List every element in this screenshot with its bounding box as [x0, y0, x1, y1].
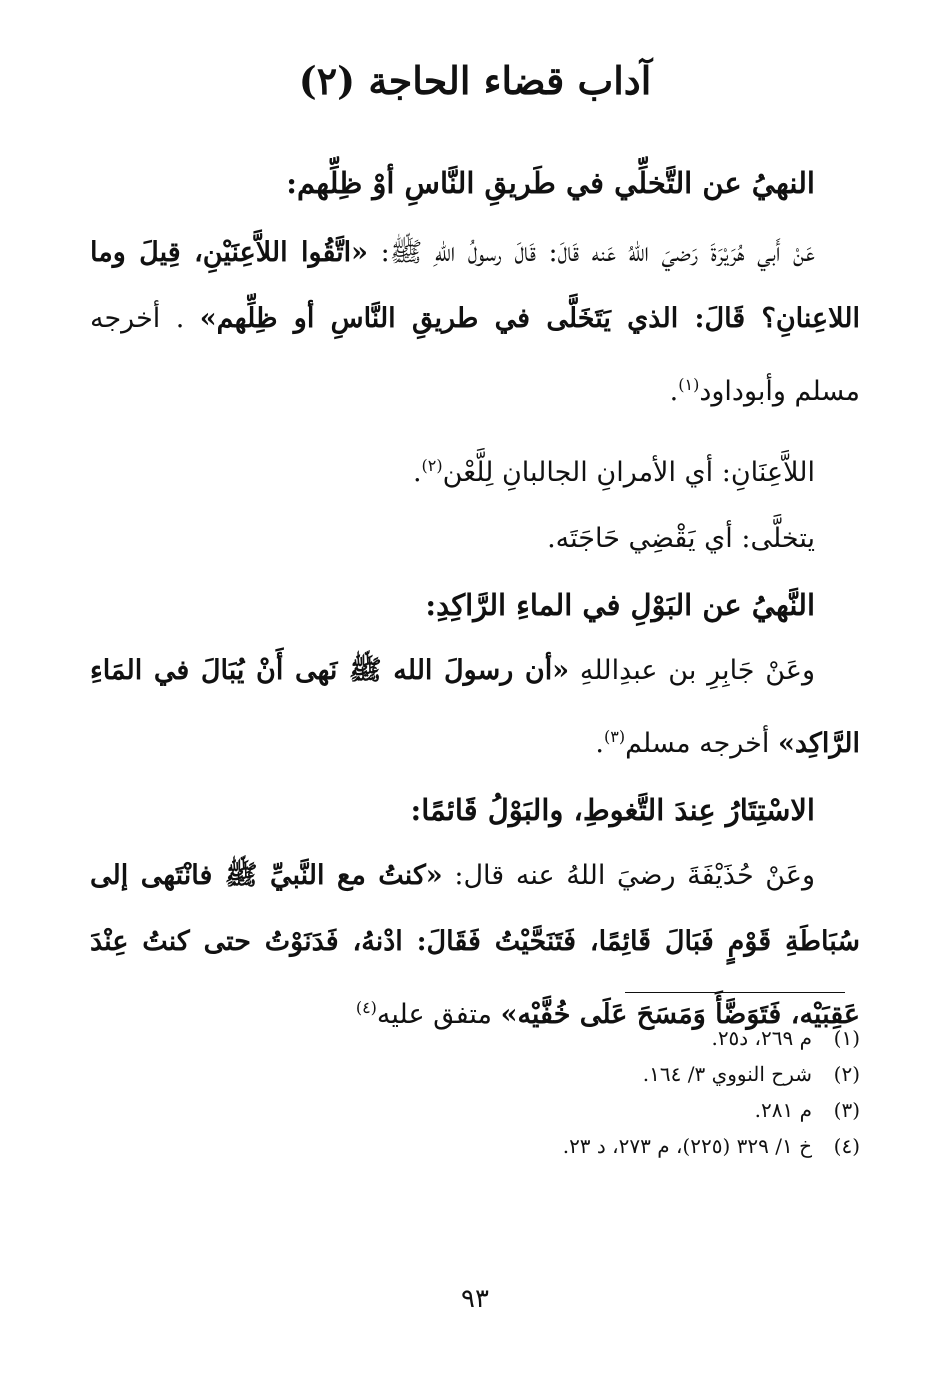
- hadith-paragraph-1: [90, 220, 860, 425]
- footnote-ref[interactable]: (٤): [355, 998, 377, 1017]
- hadith-quote: «اتَّقُوا اللاَّعِنَيْنِ، قِيلَ وما اللاعِنانِ؟ قَالَ: الذي يَتَخَلَّى في طريقِ النَّاسِ أو ظِلِّهم»: [90, 237, 860, 334]
- period: .: [669, 376, 679, 407]
- section-heading-1: النهيُ عن التَّخلِّي في طَريقِ النَّاسِ أوْ ظِلِّهم:: [286, 166, 815, 200]
- hadith-quote: «أن رسولَ الله ﷺ نَهى أَنْ يُبَالَ في المَاءِ الرَّاكِد»: [90, 655, 860, 759]
- footnote-text: م ٢٦٩، د٢٥.: [711, 1026, 812, 1050]
- hadith-source: متفق عليه: [376, 999, 492, 1030]
- period: .: [412, 457, 422, 488]
- footnote-item: [90, 1128, 860, 1164]
- footnote-item: [90, 1056, 860, 1092]
- hadith-paragraph-3: [90, 843, 860, 1048]
- hadith-intro: وعَنْ جَابِرِ بن عبدِاللهِ: [579, 655, 815, 686]
- footnotes: [90, 1020, 860, 1164]
- period: .: [595, 728, 604, 759]
- footnote-ref[interactable]: (٢): [421, 456, 443, 475]
- hadith-quote: «كنتُ مع النَّبيِّ ﷺ فانْتَهى إلى سُبَاطَةِ قَوْمٍ فَبَالَ قَائِمًا، فَتَنَحَّيْتُ فَقَالَ: ادْنهُ، فَدَنَوْتُ حتى كنتُ عِنْدَ عَقِبَيْه، فَتَوَضَّأَ وَمَسَحَ عَلَى خُفَّيْه»: [90, 860, 860, 1030]
- page-number: ٩٣: [461, 1284, 489, 1314]
- page-title: آداب قضاء الحاجة (٢): [298, 58, 652, 103]
- section-heading-3: الاسْتِتَارُ عِندَ التَّغوطِ، والبَوْلُ قَائمًا:: [410, 793, 815, 827]
- footnote-text: خ ١/ ٣٢٩ (٢٢٥)، م ٢٧٣، د ٢٣.: [562, 1134, 812, 1158]
- section-heading-2: النَّهيُ عن البَوْلِ في الماءِ الرَّاكِدِ:: [425, 588, 815, 622]
- hadith-intro: وعَنْ حُذَيْفَةَ رضيَ اللهُ عنه قال:: [454, 860, 815, 891]
- footnote-number: (٤): [833, 1134, 860, 1158]
- footnote-divider: [625, 992, 845, 993]
- definition-text: اللاَّعِنَانِ: أي الأمرانِ الجالبانِ لِلَّعْن: [442, 457, 815, 488]
- footnote-number: (١): [833, 1026, 860, 1050]
- definition-1: [90, 433, 860, 506]
- footnote-item: [90, 1020, 860, 1056]
- footnote-text: م ٢٨١.: [754, 1098, 812, 1122]
- footnote-number: (٣): [833, 1098, 860, 1122]
- footnote-item: [90, 1092, 860, 1128]
- footnote-text: شرح النووي ٣/ ١٦٤.: [642, 1062, 812, 1086]
- footnote-ref[interactable]: (٣): [603, 727, 626, 746]
- hadith-source: . أخرجه مسلم وأبوداود: [90, 303, 860, 407]
- main-content: [90, 150, 860, 1048]
- hadith-paragraph-2: [90, 638, 860, 777]
- hadith-source: أخرجه مسلم: [625, 728, 770, 759]
- footnote-number: (٢): [833, 1062, 860, 1086]
- definition-2: يتخلَّى: أي يَقْضِي حَاجَتَه.: [547, 523, 815, 554]
- hadith-intro: عَنْ أَبي هُرَيْرَةَ رَضيَ اللهُ عَنه قَالَ: قَالَ رسولُ اللهِ ﷺ:: [380, 237, 815, 268]
- footnote-ref[interactable]: (١): [678, 375, 700, 394]
